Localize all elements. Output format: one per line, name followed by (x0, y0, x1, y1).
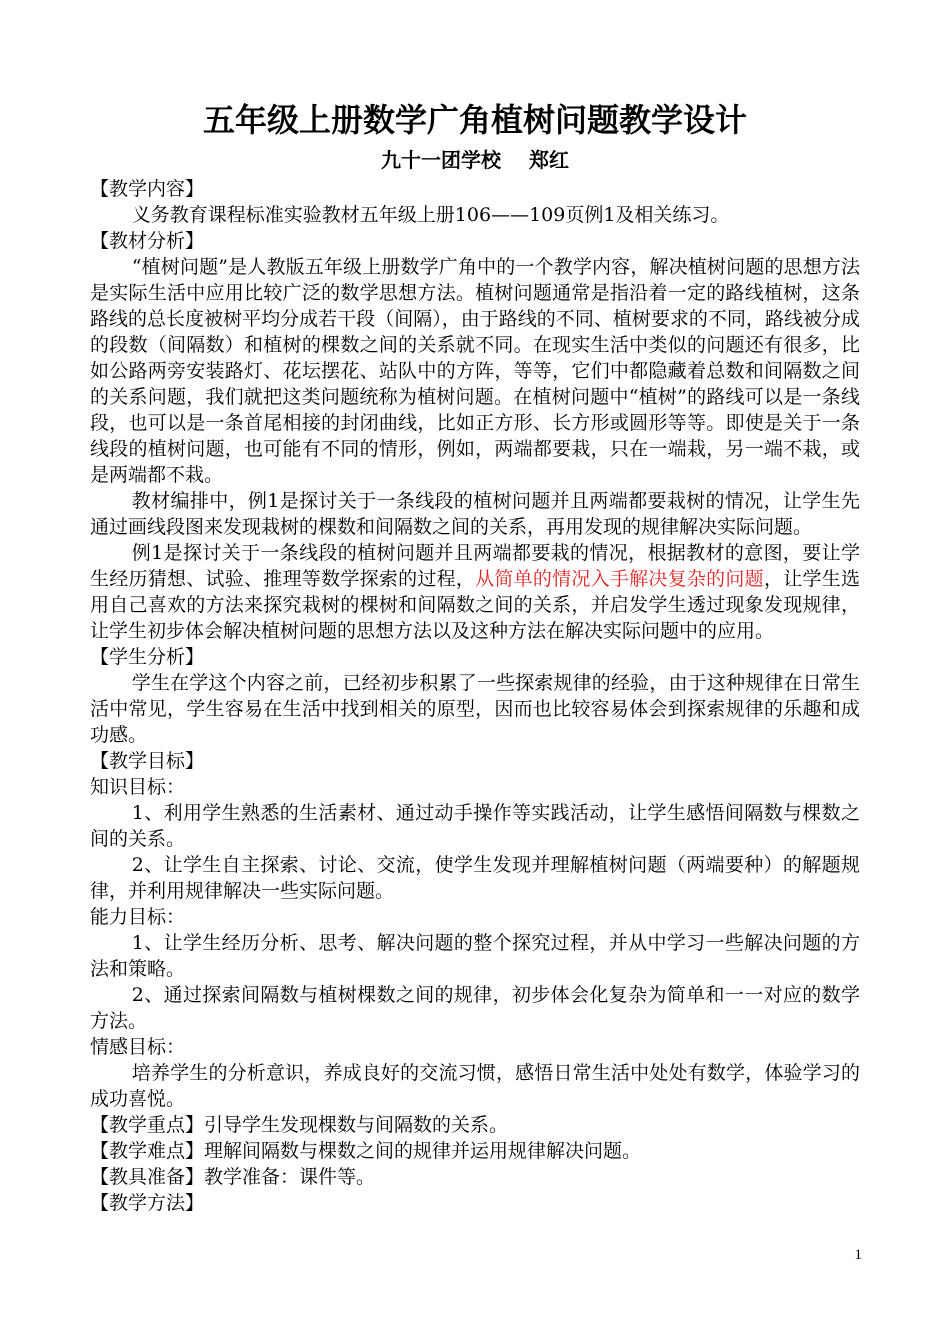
content-paragraph: 义务教育课程标准实验教材五年级上册106——109页例1及相关练习。 (131, 204, 730, 226)
key-points-line (90, 1112, 860, 1138)
key-points-text: 引导学生发现棵数与间隔数的关系。 (204, 1114, 509, 1136)
section-heading-content: 【教学内容】 (90, 178, 205, 200)
emotion-goals-label: 情感目标： (90, 1036, 186, 1058)
section-heading-student: 【学生分析】 (90, 646, 205, 668)
difficulty-line (90, 1138, 860, 1164)
analysis-p3-text-after: ，让学生选用自己喜欢的方法来探究栽树的棵树和间隔数之间的关系，并启发学生透过现象发现规律，让学生初步体会解决植树问题的思想方法以及这种方法在解决实际问题中的应用。 (90, 568, 860, 642)
section-heading-goals: 【教学目标】 (90, 750, 205, 772)
analysis-paragraph-2: 教材编排中，例1是探讨关于一条线段的植树问题并且两端都要栽树的情况，让学生先通过画线段图来发现栽树的棵数和间隔数之间的关系，再用发现的规律解决实际问题。 (90, 490, 860, 538)
analysis-p3-text-before: 例1是探讨关于一条线段的植树问题并且两端都要栽的情况，根据教材的意图，要让学生经历猜想、试验、推理等数学探索的过程， (90, 542, 860, 590)
student-paragraph: 学生在学这个内容之前，已经初步积累了一些探索规律的经验，由于这种规律在日常生活中常见，学生容易在生活中找到相关的原型，因而也比较容易体会到探索规律的乐趣和成功感。 (90, 672, 860, 746)
ability-goals-label: 能力目标： (90, 906, 186, 928)
document-page (90, 100, 860, 1216)
knowledge-goal-2: 2、让学生自主探索、讨论、交流，使学生发现并理解植树问题（两端要种）的解题规律，并利用规律解决一些实际问题。 (90, 854, 860, 902)
analysis-paragraph-1: “植树问题”是人教版五年级上册数学广角中的一个教学内容，解决植树问题的思想方法是实际生活中应用比较广泛的数学思想方法。植树问题通常是指沿着一定的路线植树，这条路线的总长度被树平均分成若干段（间隔），由于路线的不同、植树要求的不同，路线被分成的段数（间隔数）和植树的棵数之间的关系就不同。在现实生活中类似的问题还有很多，比如公路两旁安装路灯、花坛摆花、站队中的方阵，等等，它们中都隐藏着总数和间隔数之间的关系问题，我们就把这类问题统称为植树问题。在植树问题中“植树”的路线可以是一条线段，也可以是一条首尾相接的封闭曲线，比如正方形、长方形或圆形等等。即使是关于一条线段的植树问题，也可能有不同的情形，例如，两端都要栽，只在一端栽，另一端不栽，或是两端都不栽。 (90, 256, 860, 486)
document-title: 五年级上册数学广角植树问题教学设计 (202, 101, 747, 139)
analysis-paragraph-3 (90, 540, 860, 644)
author-school: 九十一团学校 (381, 148, 501, 172)
tools-line (90, 1164, 860, 1190)
difficulty-heading: 【教学难点】 (90, 1140, 205, 1162)
tools-heading: 【教具准备】 (90, 1166, 205, 1188)
analysis-p3-highlight: 从简单的情况入手解决复杂的问题 (475, 568, 764, 590)
ability-goal-1: 1、让学生经历分析、思考、解决问题的整个探究过程，并从中学习一些解决问题的方法和策略。 (90, 932, 860, 980)
section-heading-analysis: 【教材分析】 (90, 230, 205, 252)
ability-goal-2: 2、通过探索间隔数与植树棵数之间的规律，初步体会化复杂为简单和一一对应的数学方法。 (90, 984, 860, 1032)
tools-text: 教学准备：课件等。 (204, 1166, 376, 1188)
author-name: 郑红 (529, 148, 569, 172)
author-line (90, 146, 860, 174)
knowledge-goals-label: 知识目标： (90, 776, 186, 798)
emotion-goal-1: 培养学生的分析意识，养成良好的交流习惯，感悟日常生活中处处有数学，体验学习的成功喜悦。 (90, 1062, 860, 1110)
key-points-heading: 【教学重点】 (90, 1114, 205, 1136)
difficulty-text: 理解间隔数与棵数之间的规律并运用规律解决问题。 (204, 1140, 642, 1162)
section-heading-method: 【教学方法】 (90, 1192, 205, 1214)
knowledge-goal-1: 1、利用学生熟悉的生活素材、通过动手操作等实践活动，让学生感悟间隔数与棵数之间的关系。 (90, 802, 860, 850)
page-number: 1 (854, 1247, 862, 1263)
